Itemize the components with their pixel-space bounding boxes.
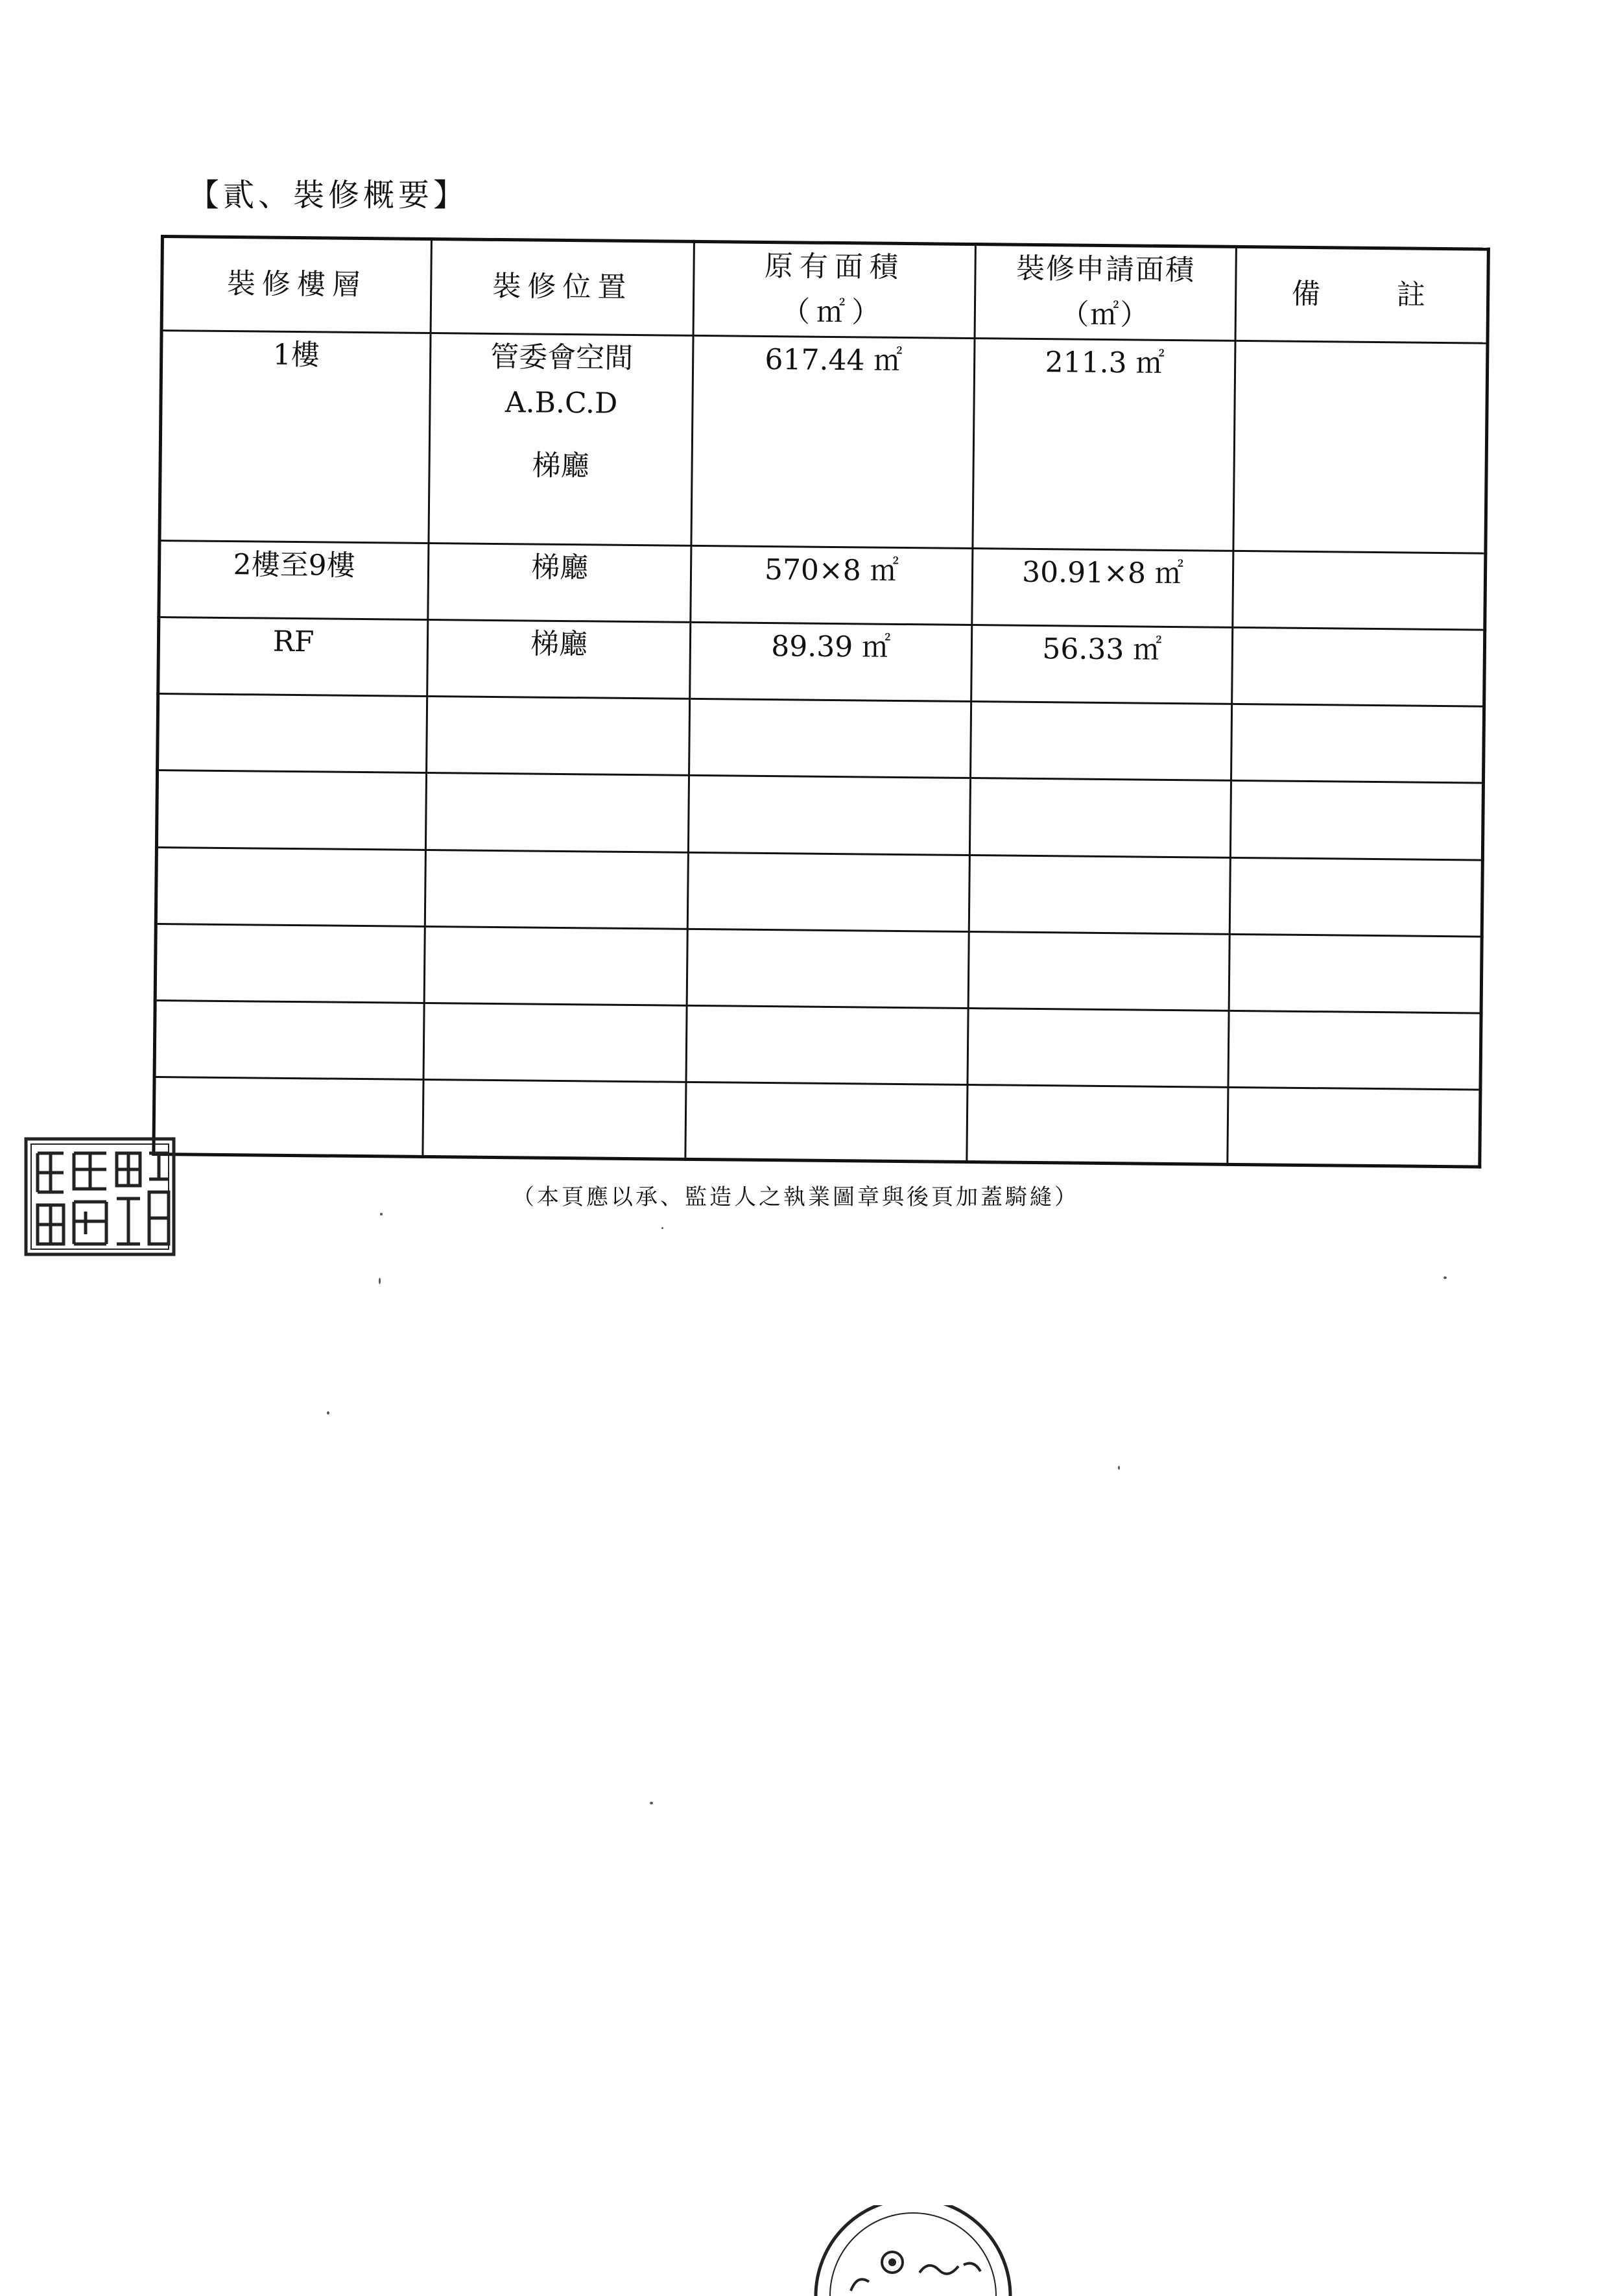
empty-cell	[970, 702, 1232, 781]
cell-remarks	[1233, 341, 1488, 553]
empty-cell	[1230, 857, 1483, 937]
empty-cell	[687, 852, 969, 931]
seal-stamp-bottom-icon	[796, 2205, 1030, 2296]
empty-cell	[155, 924, 425, 1003]
empty-cell	[969, 855, 1231, 934]
header-row	[161, 237, 1488, 343]
empty-cell	[966, 1084, 1228, 1164]
seal-stamp-left-icon	[22, 1134, 178, 1260]
empty-cell	[968, 931, 1230, 1010]
empty-table-row	[156, 771, 1483, 860]
scan-speck	[1118, 1466, 1120, 1470]
empty-cell	[427, 697, 690, 776]
cell-floor: 2樓至9樓	[159, 541, 429, 620]
header-applied-area-unit: （㎡）	[1060, 298, 1150, 333]
table-row	[158, 617, 1485, 707]
header-location: 裝修位置	[431, 239, 694, 336]
empty-cell	[688, 776, 970, 855]
empty-table-row	[158, 694, 1484, 783]
renovation-summary-table	[152, 235, 1490, 1169]
scan-speck	[327, 1411, 329, 1415]
empty-cell	[687, 929, 969, 1008]
empty-cell	[969, 778, 1231, 857]
header-remarks: 備 註	[1235, 246, 1488, 343]
empty-cell	[158, 694, 427, 773]
empty-table-row	[155, 924, 1482, 1013]
empty-cell	[154, 1000, 424, 1079]
cell-floor: 1樓	[160, 330, 431, 543]
empty-cell	[423, 1003, 687, 1082]
cell-applied-area: 30.91×8 ㎡	[971, 549, 1233, 628]
section-title: 【貳、裝修概要】	[188, 177, 469, 213]
scan-speck	[650, 1802, 653, 1804]
scan-speck	[379, 1278, 381, 1284]
empty-cell	[689, 699, 971, 778]
scan-speck	[661, 1227, 663, 1229]
cell-location-line: A.B.C.D	[505, 386, 618, 420]
empty-table-row	[154, 1000, 1481, 1090]
header-original-area	[693, 241, 975, 338]
cell-applied-area: 211.3 ㎡	[972, 338, 1235, 551]
empty-cell	[1228, 1087, 1480, 1167]
cell-applied-area: 56.33 ㎡	[971, 625, 1233, 704]
cell-location: 梯廳	[427, 620, 691, 699]
empty-cell	[424, 926, 687, 1005]
footnote: （本頁應以承、監造人之執業圖章與後頁加蓋騎縫）	[512, 1184, 1079, 1210]
cell-location-line: 梯廳	[532, 449, 589, 483]
empty-cell	[423, 1079, 686, 1159]
empty-cell	[1228, 1010, 1481, 1090]
header-original-area-unit: （㎡）	[781, 295, 887, 330]
cell-remarks	[1232, 628, 1485, 707]
cell-location: 梯廳	[428, 544, 691, 623]
header-applied-area	[975, 245, 1237, 341]
empty-cell	[426, 773, 689, 852]
empty-cell	[1231, 781, 1484, 860]
empty-cell	[686, 1005, 968, 1084]
header-floor: 裝修樓層	[161, 237, 431, 333]
empty-cell	[1229, 934, 1482, 1013]
cell-original-area: 89.39 ㎡	[690, 623, 972, 702]
empty-cell	[685, 1082, 968, 1162]
table-row	[159, 541, 1486, 630]
cell-original-area: 570×8 ㎡	[691, 546, 973, 625]
scan-speck	[1443, 1276, 1447, 1279]
empty-table-row	[154, 1077, 1480, 1167]
empty-cell	[1231, 704, 1484, 783]
scan-speck	[380, 1213, 383, 1215]
cell-location	[429, 333, 693, 545]
cell-original-area: 617.44 ㎡	[691, 335, 975, 549]
empty-cell	[156, 847, 425, 926]
header-original-area-label: 原有面積	[764, 249, 905, 285]
header-applied-area-label: 裝修申請面積	[1015, 252, 1196, 287]
table-row	[160, 330, 1488, 553]
empty-cell	[154, 1077, 423, 1156]
empty-cell	[425, 850, 688, 929]
empty-cell	[156, 771, 426, 850]
cell-location-line: 管委會空間	[490, 340, 634, 375]
empty-cell	[968, 1008, 1229, 1087]
empty-table-row	[156, 847, 1482, 937]
cell-floor: RF	[158, 617, 428, 697]
renovation-summary-table-wrapper	[152, 235, 1490, 1169]
cell-remarks	[1233, 551, 1486, 630]
